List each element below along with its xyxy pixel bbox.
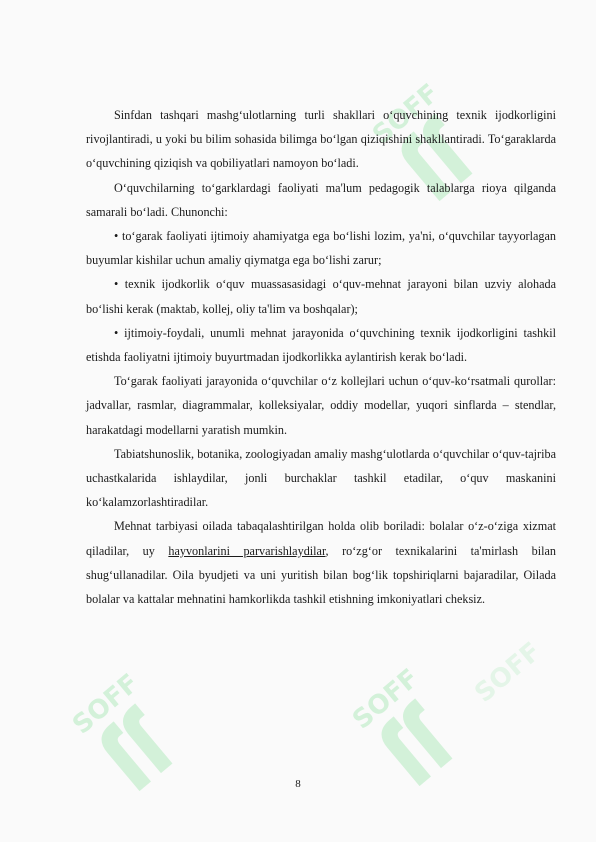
watermark-logo xyxy=(67,668,200,820)
paragraph: To‘garak faoliyati jarayonida o‘quvchilar o‘z kollejlari uchun o‘quv-ko‘rsatmali qurollar: jadvallar, rasmlar, diagrammalar, kolleksiyalar, oddiy modellar, yuqori sinflarda – stendlar, harakatdagi modellarni yaratish mumkin. xyxy=(86,374,556,437)
paragraph xyxy=(86,514,556,611)
paragraph-text: Mehnat tarbiyasi oilada tabaqalashtirilgan holda olib boriladi: bolalar o‘z-o‘ziga xizmat qiladilar, uy xyxy=(86,519,556,558)
inline-link[interactable]: hayvonlarini parvarishlaydilar xyxy=(168,543,326,558)
body-text xyxy=(86,103,556,611)
paragraph: Sinfdan tashqari mashg‘ulotlarning turli shakllari o‘quvchining texnik ijodkorligini rivojlantiradi, u yoki bu bilim sohasida bilimga bo‘lgan qiziqishini shakllantiradi. To‘garaklarda o‘quvchining qiziqish va qobiliyatlari namoyon bo‘ladi. xyxy=(86,108,556,171)
paragraph: Tabiatshunoslik, botanika, zoologiyadan amaliy mashg‘ulotlarda o‘quvchilar o‘quv-tajriba uchastkalarida ishlaydilar, jonli burchaklar tashkil etadilar, o‘quv maskanini ko‘kalamzorlashtiradilar. xyxy=(86,446,556,510)
bullet-item: • to‘garak faoliyati ijtimoiy ahamiyatga ega bo‘lishi lozim, ya'ni, o‘quvchilar tayyorlagan buyumlar kishilar uchun amaliy qiymatga ega bo‘lishi zarur; xyxy=(86,229,556,268)
paragraph-text: , ro‘zg‘or texnikalarini ta'mirlash bilan shug‘ullanadilar. Oila byudjeti va uni yuritish bilan bog‘lik topshiriqlarni bajaradilar, Oilada bolalar va kattalar mehnatini hamkorlikda tashkil etishning imkoniyatlari cheksiz. xyxy=(86,543,557,607)
svg-text:SOFF: SOFF xyxy=(347,663,425,736)
svg-text:SOFF: SOFF xyxy=(67,668,145,741)
bullet-item: • texnik ijodkorlik o‘quv muassasasidagi o‘quv-mehnat jarayoni bilan uzviy alohada bo‘lishi kerak (maktab, kollej, oliy ta'lim va boshqalar); xyxy=(86,277,556,316)
bullet-item: • ijtimoiy-foydali, unumli mehnat jarayonida o‘quvchining texnik ijodkorligini tashkil etishda faoliyatni ijtimoiy buyurtmadan ijodkorlikka aylantirish kerak bo‘ladi. xyxy=(86,325,556,365)
paragraph: O‘quvchilarning to‘garklardagi faoliyati ma'lum pedagogik talablarga rioya qilganda samarali bo‘ladi. Chunonchi: xyxy=(86,180,556,219)
svg-text:SOFF: SOFF xyxy=(469,636,547,709)
watermark-logo xyxy=(450,600,570,750)
svg-text:SOFF: SOFF xyxy=(367,78,445,151)
page-number: 8 xyxy=(295,778,301,790)
